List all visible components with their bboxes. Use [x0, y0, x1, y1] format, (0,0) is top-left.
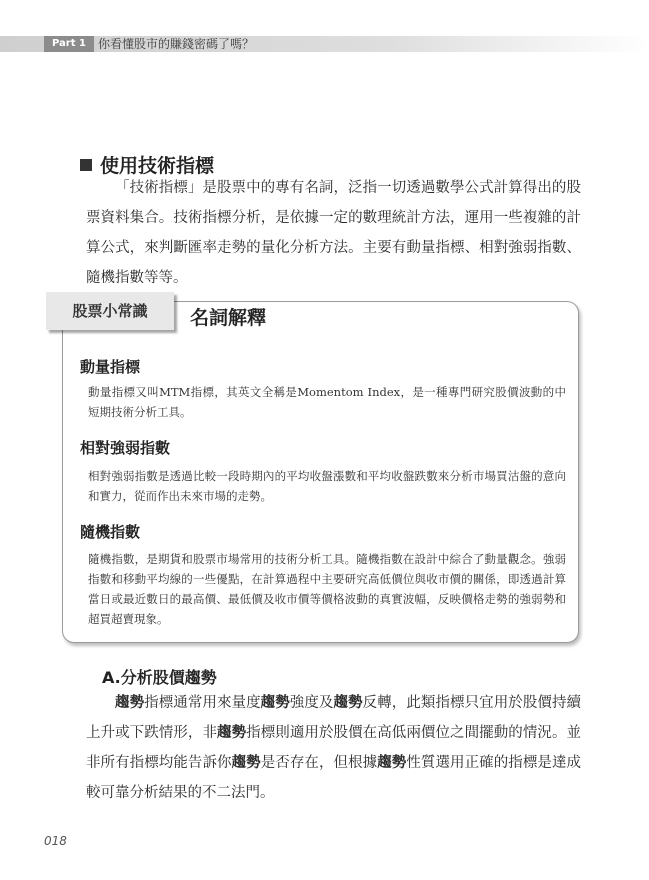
glossary-tab-label: 股票小常識 — [46, 292, 174, 330]
bold-keyword: 趨勢 — [333, 694, 363, 711]
part-label: Part 1 — [44, 36, 94, 52]
term-description: 相對強弱指數是透過比較一段時期內的平均收盤漲數和平均收盤跌數來分析市場買沽盤的意向和實力，從而作出未來市場的走勢。 — [88, 469, 566, 503]
term-name: 動量指標 — [80, 358, 141, 376]
bold-keyword: 趨勢 — [377, 754, 407, 771]
term-description: 隨機指數，是期貨和股票市場常用的技術分析工具。隨機指數在設計中綜合了動量觀念。強弱指數和移動平均線的一些優點，在計算過程中主要研究高低價位與收市價的關係，即透過計算當日或最近數日的最高價、最低價及收市價等價格波動的真實波幅，反映價格走勢的強弱勢和超買超賣現象。 — [88, 552, 566, 626]
bold-keyword: 趨勢 — [231, 754, 261, 771]
page-number: 018 — [44, 834, 67, 848]
bold-keyword: 趨勢 — [115, 694, 145, 711]
term-name: 相對強弱指數 — [80, 439, 171, 457]
paragraph-text: 強度及 — [289, 695, 334, 711]
term-description: 動量指標又叫MTM指標，其英文全稱是Momentom Index，是一種專門研究股價波動的中短期技術分析工具。 — [88, 385, 566, 419]
intro-paragraph: 「技術指標」是股票中的專有名詞，泛指一切透過數學公式計算得出的股票資料集合。技術指標分析，是依據一定的數理統計方法，運用一些複雜的計算公式，來判斷匯率走勢的量化分析方法。主要有動量指標、相對強弱指數、隨機指數等等。 — [86, 180, 581, 286]
paragraph-text: 是否存在，但根據 — [260, 755, 378, 771]
paragraph-text: 反轉，此類指標只宜用於股價持續上升或下跌情形，非 — [86, 695, 582, 741]
section-heading-text: 使用技術指標 — [100, 155, 215, 177]
bold-keyword: 趨勢 — [260, 694, 290, 711]
subsection-heading: A.分析股價趨勢 — [102, 668, 217, 687]
trend-paragraph — [86, 688, 581, 808]
paragraph-text: 指標通常用來量度 — [144, 695, 261, 711]
term-name: 隨機指數 — [80, 523, 141, 541]
bold-keyword: 趨勢 — [217, 724, 247, 741]
running-header-title: 你看懂股市的賺錢密碼了嗎？ — [98, 37, 255, 51]
glossary-title: 名詞解釋 — [190, 307, 267, 329]
paragraph-text: 性質選用正確的指標是達成較可靠分析結果的不二法門。 — [86, 755, 582, 801]
paragraph-text: 指標則適用於股價在高低兩價位之間擺動的情況。並非所有指標均能告訴你 — [86, 725, 582, 771]
square-bullet-icon — [80, 159, 92, 171]
